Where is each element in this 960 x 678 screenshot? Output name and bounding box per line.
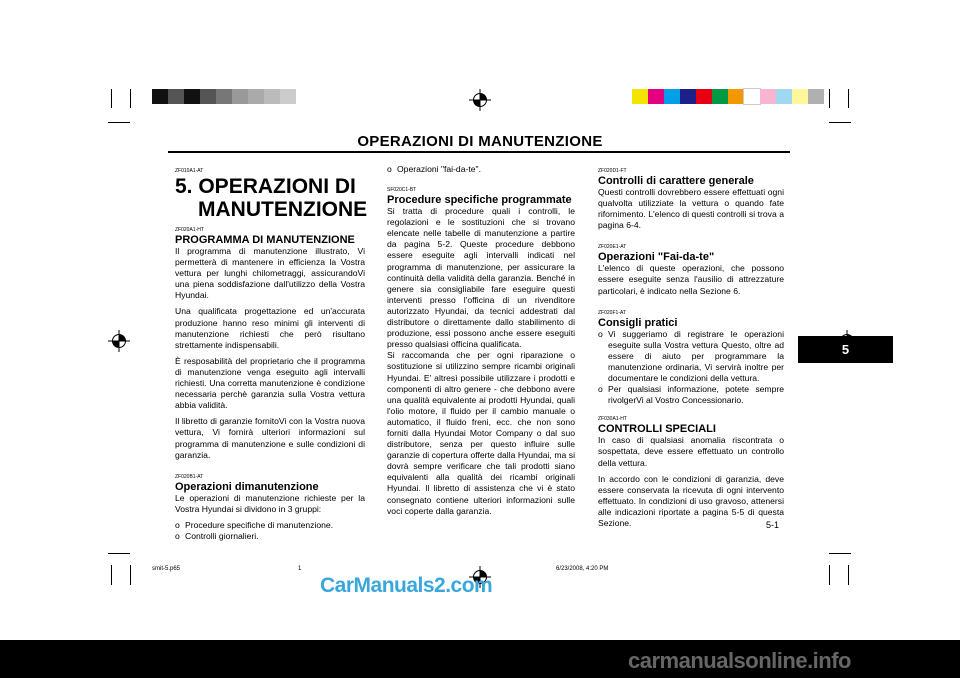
list-item: o Controlli giornalieri.	[175, 530, 259, 541]
print-swatch	[280, 89, 296, 104]
crop-mark	[829, 122, 851, 123]
section-code: SF020C1-BT	[387, 187, 417, 194]
paragraph: Il programma di manutenzione illustrato, Vi permetterà di mantenere in efficienza la Vostra vettura per lunghi chilometraggi, assicurandoVi una piena soddisfazione dall'utilizzo della Vostra Hyundai.	[175, 246, 365, 301]
paragraph: Una qualificata progettazione ed un'accurata produzione hanno reso minimi gli interventi di manutenzione richiesti che però risultano strettamente indispensabili.	[175, 306, 365, 350]
print-swatch	[232, 89, 248, 104]
print-swatch	[728, 89, 744, 104]
print-swatch	[248, 89, 264, 104]
paragraph: Questi controlli dovrebbero essere effettuati ogni qualvolta utilizziate la vettura o quando fate rifornimento. L'elenco di questi controlli si trova a pagina 6-4.	[598, 187, 784, 231]
section-tab[interactable]: 5	[798, 336, 893, 363]
section-code: ZF020F1-AT	[598, 309, 626, 316]
chapter-title-line-2: MANUTENZIONE	[198, 198, 368, 221]
print-swatch	[776, 89, 792, 104]
print-swatch	[184, 89, 200, 104]
registration-target-icon	[469, 89, 491, 111]
section-code: ZF020A1-HT	[175, 227, 204, 233]
crop-mark	[108, 553, 130, 554]
registration-target-icon	[108, 330, 130, 352]
list-item: o Procedure specifiche di manutenzione.	[175, 519, 334, 530]
heading-programma: PROGRAMMA DI MANUTENZIONE	[175, 234, 355, 246]
heading-procedure: Procedure specifiche programmate	[387, 194, 572, 207]
paragraph: Si raccomanda che per ogni riparazione o sostituzione si utilizzino sempre ricambi originali Hyundai. E' altresì possibile utilizzare i prodotti e componenti di altro genere - che debbono avere una qualità equivalente ai prodotti Hyundai, quali l'olio motore, il fluido per il cambio manuale o automatico, il fluido freni, ecc. che non sono forniti dalla Hyundai Motor Company o dal suo distributore, senza per questo influire sulle garanzie di copertura offerte dalla Hyundai, ma si dovrà sempre verificare che tali prodotti siano equivalenti alla qualità dei ricambi originali Hyundai. Il libretto di assistenza che vi è stato consegnato contiene ulteriori informazioni sulle voci coperte dalla garanzia.	[387, 350, 575, 516]
print-swatch	[264, 89, 280, 104]
crop-mark	[848, 565, 849, 585]
crop-mark	[829, 89, 830, 108]
paragraph: Le operazioni di manutenzione richieste per la Vostra Hyundai si dividono in 3 gruppi:	[175, 492, 365, 514]
crop-mark	[130, 565, 131, 585]
paragraph: In caso di qualsiasi anomalia riscontrata o sospettata, deve essere effettuato un controllo della vettura.	[598, 435, 784, 468]
print-swatch	[696, 89, 712, 104]
header-rule	[168, 151, 790, 153]
print-swatch	[792, 89, 808, 104]
print-swatch	[680, 89, 696, 104]
watermark-logo[interactable]: CarManuals2.com	[320, 574, 493, 597]
crop-mark	[848, 89, 849, 108]
list-item: o Vi suggeriamo di registrare le operazioni eseguite sulla Vostra vettura Questo, oltre ad essere di aiuto per programmare la manutenzione ordinaria, Vi servirà inoltre per documentare le condizioni della vettura.	[598, 328, 784, 384]
crop-mark	[829, 553, 851, 554]
print-swatch	[152, 89, 168, 104]
print-swatch	[648, 89, 664, 104]
print-swatch	[744, 89, 760, 104]
crop-mark	[130, 89, 131, 108]
paragraph: È resposabilità del proprietario che il programma di manutenzione venga eseguito agli intervalli richiesti. Una corretta manutenzione è condizione necessaria perchè garanzia sulla Vostra vettura abbia validità.	[175, 355, 365, 411]
print-swatch	[168, 89, 184, 104]
heading-operazioni: Operazioni dimanutenzione	[175, 480, 319, 493]
paragraph: Il libretto di garanzie fornitoVi con la Vostra nuova vettura, Vi fornirà ulteriori informazioni sul programma di manutenzione e sulle condizioni di garanzia.	[175, 416, 365, 460]
footer-page: 1	[298, 566, 302, 572]
column-1	[175, 168, 368, 542]
section-code: ZF020B1-AT	[175, 473, 204, 480]
heading-fai-da-te: Operazioni "Fai-da-te"	[598, 251, 715, 264]
crop-mark	[111, 89, 112, 108]
page-number: 5-1	[766, 520, 780, 530]
section-code: ZF030A1-HT	[598, 416, 627, 423]
watermark-text[interactable]: carmanualsonline.info	[628, 648, 851, 673]
print-swatch	[760, 89, 776, 104]
column-2	[387, 164, 575, 522]
heading-consigli: Consigli pratici	[598, 316, 678, 329]
list-item: o Per qualsiasi informazione, potete sempre rivolgerVi al Vostro Concessionario.	[598, 384, 784, 406]
paragraph: L'elenco di queste operazioni, che possono essere eseguite senza l'ausilio di attrezzature particolari, è indicato nella Sezione 6.	[598, 263, 784, 296]
section-code: ZF020E1-AT	[598, 244, 627, 251]
print-swatch	[216, 89, 232, 104]
print-swatch	[664, 89, 680, 104]
crop-mark	[111, 565, 112, 585]
chapter-title-line-1: 5. OPERAZIONI DI	[175, 175, 356, 198]
section-code: ZF010A1-AT	[175, 168, 204, 174]
heading-controlli: Controlli di carattere generale	[598, 175, 754, 187]
page-header-title: OPERAZIONI DI MANUTENZIONE	[357, 133, 603, 150]
heading-controlli-speciali: CONTROLLI SPECIALI	[598, 423, 716, 436]
section-code: ZF020D1-FT	[598, 168, 627, 174]
crop-mark	[829, 565, 830, 585]
paragraph: In accordo con le condizioni di garanzia, deve essere conservata la ricevuta di ogni intervento effettuato. In condizioni di uso gravoso, attenersi alle indicazioni riportate a pagina 5-5 di questa Sezione.	[598, 473, 784, 528]
print-swatch	[712, 89, 728, 104]
paragraph: Si tratta di procedure quali i controlli, le regolazioni e le sostituzioni che si trovano elencate nelle tabelle di manutenzione a partire da pagina 5-2. Queste procedure debbono essere eseguite agli intervalli indicati nel programma di manutenzione, per assicurare la continuità della validità della garanzia. Benché in genere sia consigliabile fare eseguire questi interventi presso l'officina di un rivenditore autorizzato Hyundai, da tecnici addestrati dal distributore o direttamente dallo stabilimento di produzione, essi possono anche essere eseguiti presso qualsiasi officina qualificata.	[387, 206, 575, 350]
footer-filename: smit-5.p65	[152, 566, 181, 572]
column-3	[598, 168, 784, 534]
print-swatch	[808, 89, 824, 104]
crop-mark	[108, 122, 130, 123]
print-swatch	[200, 89, 216, 104]
list-item: o Operazioni "fai-da-te".	[387, 164, 481, 174]
footer-date: 6/23/2008, 4:20 PM	[556, 566, 609, 572]
print-swatch	[632, 89, 648, 104]
